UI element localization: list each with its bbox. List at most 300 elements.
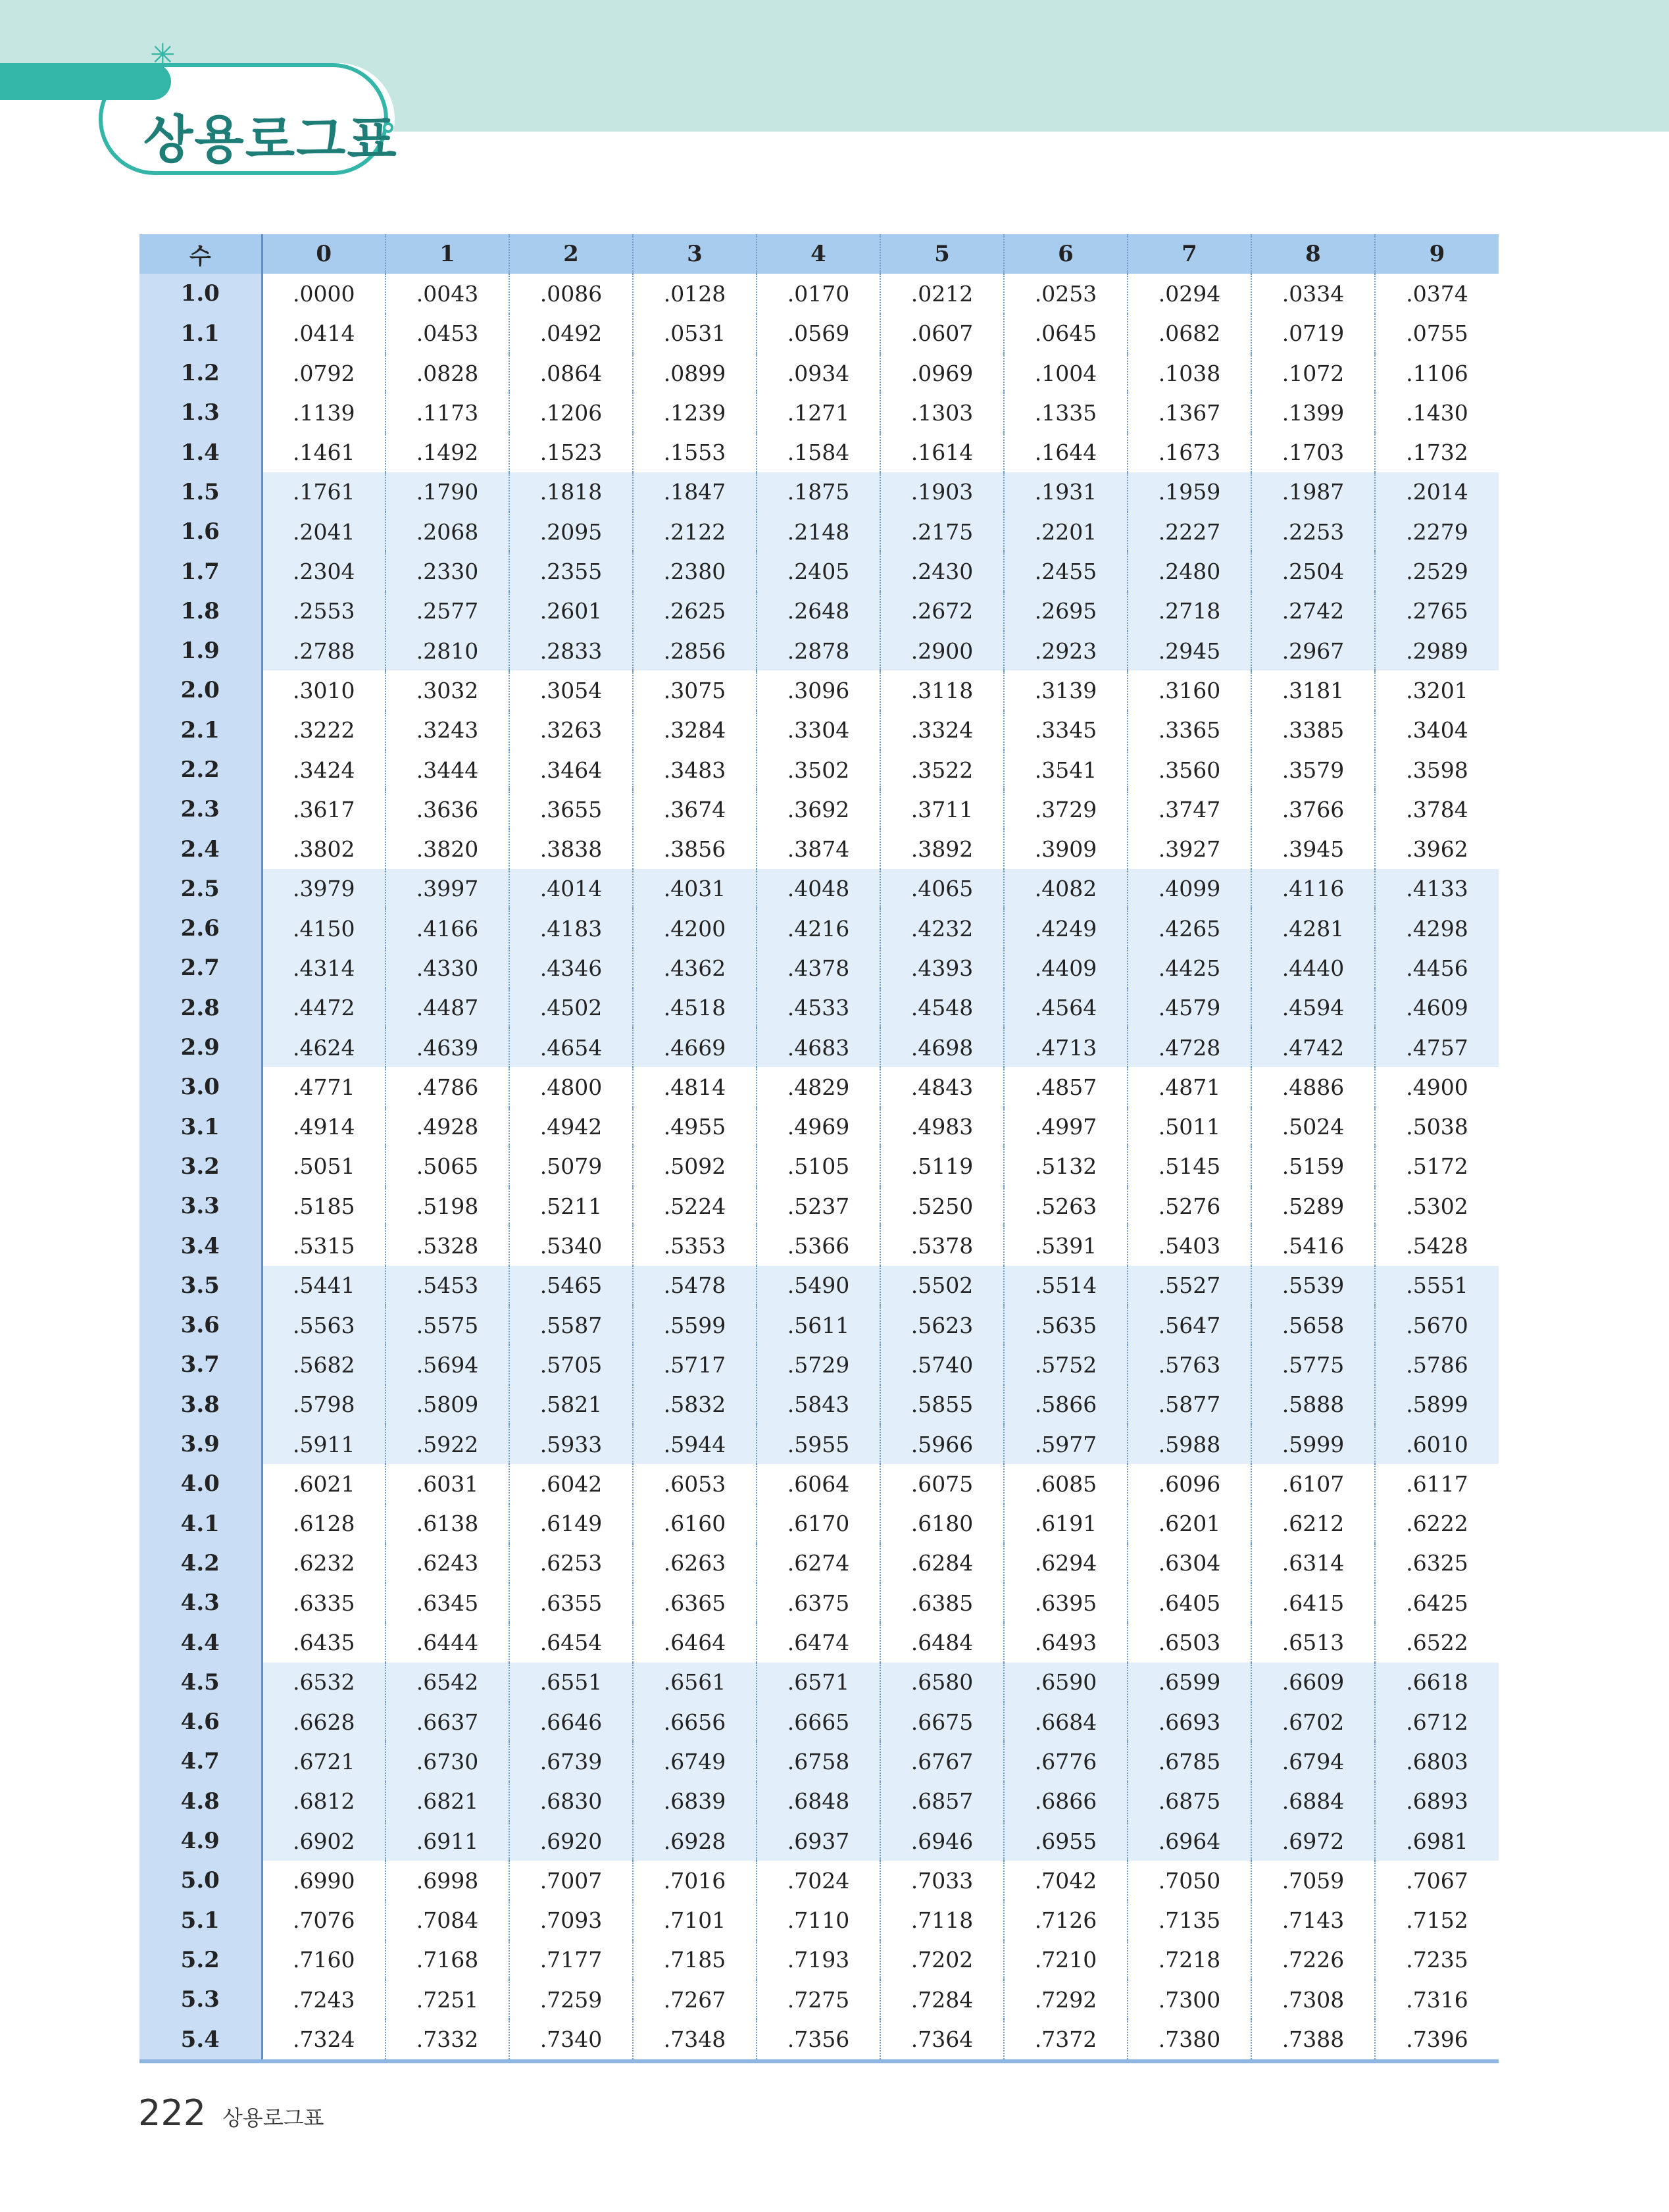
table-cell: .3201 <box>1375 670 1499 710</box>
table-row <box>139 274 1499 313</box>
column-header: 6 <box>1004 234 1128 274</box>
table-cell: .4183 <box>509 909 633 948</box>
table-cell: .6395 <box>1004 1583 1128 1622</box>
table-cell: .6721 <box>262 1742 386 1781</box>
table-cell: .6314 <box>1251 1544 1375 1583</box>
table-cell: .7118 <box>880 1900 1004 1940</box>
table-cell: .6646 <box>509 1702 633 1742</box>
table-cell: .3560 <box>1128 750 1251 790</box>
table-cell: .1367 <box>1128 393 1251 432</box>
table-cell: .7218 <box>1128 1940 1251 1980</box>
table-cell: .6042 <box>509 1464 633 1503</box>
table-cell: .3483 <box>633 750 757 790</box>
table-cell: .6274 <box>757 1544 880 1583</box>
table-cell: .5514 <box>1004 1266 1128 1305</box>
table-row <box>139 1147 1499 1186</box>
row-header: 5.3 <box>139 1980 262 2019</box>
row-header: 4.5 <box>139 1663 262 1702</box>
table-cell: .6160 <box>633 1504 757 1544</box>
table-cell: .0934 <box>757 353 880 393</box>
table-cell: .6998 <box>386 1861 509 1900</box>
table-cell: .5575 <box>386 1305 509 1345</box>
table-cell: .6561 <box>633 1663 757 1702</box>
table-cell: .7050 <box>1128 1861 1251 1900</box>
table-cell: .3345 <box>1004 711 1128 750</box>
row-header: 2.3 <box>139 790 262 829</box>
table-row <box>139 1504 1499 1544</box>
table-header-row <box>139 234 1499 274</box>
table-cell: .2380 <box>633 551 757 591</box>
table-cell: .6096 <box>1128 1464 1251 1503</box>
table-cell: .4082 <box>1004 869 1128 909</box>
table-cell: .4771 <box>262 1067 386 1107</box>
table-cell: .5276 <box>1128 1186 1251 1226</box>
row-header: 1.6 <box>139 512 262 551</box>
table-cell: .7348 <box>633 2019 757 2061</box>
table-cell: .7110 <box>757 1900 880 1940</box>
table-cell: .7267 <box>633 1980 757 2019</box>
table-cell: .5024 <box>1251 1107 1375 1147</box>
table-cell: .6010 <box>1375 1424 1499 1464</box>
table-cell: .2878 <box>757 631 880 670</box>
table-cell: .4713 <box>1004 1028 1128 1067</box>
row-header: 2.0 <box>139 670 262 710</box>
table-cell: .3522 <box>880 750 1004 790</box>
table-cell: .7024 <box>757 1861 880 1900</box>
table-cell: .6794 <box>1251 1742 1375 1781</box>
table-cell: .6758 <box>757 1742 880 1781</box>
table-cell: .6385 <box>880 1583 1004 1622</box>
table-cell: .0492 <box>509 314 633 353</box>
table-row <box>139 1305 1499 1345</box>
table-cell: .7093 <box>509 1900 633 1940</box>
row-header: 3.6 <box>139 1305 262 1345</box>
table-cell: .4742 <box>1251 1028 1375 1067</box>
table-cell: .5105 <box>757 1147 880 1186</box>
table-cell: .6767 <box>880 1742 1004 1781</box>
table-row <box>139 1821 1499 1861</box>
table-cell: .0253 <box>1004 274 1128 313</box>
table-cell: .6551 <box>509 1663 633 1702</box>
table-cell: .6857 <box>880 1782 1004 1821</box>
table-cell: .4843 <box>880 1067 1004 1107</box>
table-cell: .4548 <box>880 988 1004 1028</box>
table-cell: .1644 <box>1004 432 1128 472</box>
row-header: 3.5 <box>139 1266 262 1305</box>
table-cell: .7235 <box>1375 1940 1499 1980</box>
table-cell: .3139 <box>1004 670 1128 710</box>
table-cell: .7275 <box>757 1980 880 2019</box>
table-cell: .5821 <box>509 1385 633 1424</box>
table-cell: .6031 <box>386 1464 509 1503</box>
table-row <box>139 1742 1499 1781</box>
table-cell: .7126 <box>1004 1900 1128 1940</box>
table-cell: .6981 <box>1375 1821 1499 1861</box>
table-cell: .6712 <box>1375 1702 1499 1742</box>
table-cell: .6884 <box>1251 1782 1375 1821</box>
column-header: 4 <box>757 234 880 274</box>
table-row <box>139 353 1499 393</box>
table-cell: .3784 <box>1375 790 1499 829</box>
table-row <box>139 393 1499 432</box>
table-cell: .1761 <box>262 472 386 512</box>
table-cell: .2430 <box>880 551 1004 591</box>
row-header: 1.2 <box>139 353 262 393</box>
table-cell: .2175 <box>880 512 1004 551</box>
row-header: 2.4 <box>139 829 262 868</box>
table-cell: .6064 <box>757 1464 880 1503</box>
row-header: 3.3 <box>139 1186 262 1226</box>
table-cell: .3962 <box>1375 829 1499 868</box>
table-cell: .5563 <box>262 1305 386 1345</box>
table-cell: .4609 <box>1375 988 1499 1028</box>
table-cell: .3075 <box>633 670 757 710</box>
table-cell: .6415 <box>1251 1583 1375 1622</box>
row-header: 5.4 <box>139 2019 262 2061</box>
table-cell: .4456 <box>1375 948 1499 988</box>
table-row <box>139 1424 1499 1464</box>
table-cell: .3692 <box>757 790 880 829</box>
table-cell: .6263 <box>633 1544 757 1583</box>
column-header: 0 <box>262 234 386 274</box>
table-cell: .1614 <box>880 432 1004 472</box>
table-cell: .7380 <box>1128 2019 1251 2061</box>
table-row <box>139 1107 1499 1147</box>
page-title: 상용로그표 <box>143 111 398 170</box>
table-cell: .3802 <box>262 829 386 868</box>
table-cell: .4065 <box>880 869 1004 909</box>
table-cell: .4166 <box>386 909 509 948</box>
table-cell: .1847 <box>633 472 757 512</box>
table-cell: .3579 <box>1251 750 1375 790</box>
table-cell: .1931 <box>1004 472 1128 512</box>
table-cell: .1732 <box>1375 432 1499 472</box>
table-cell: .6911 <box>386 1821 509 1861</box>
table-cell: .0719 <box>1251 314 1375 353</box>
table-cell: .7193 <box>757 1940 880 1980</box>
row-header: 2.2 <box>139 750 262 790</box>
table-cell: .6749 <box>633 1742 757 1781</box>
table-row <box>139 1028 1499 1067</box>
table-cell: .0043 <box>386 274 509 313</box>
table-row <box>139 1226 1499 1265</box>
table-cell: .3304 <box>757 711 880 750</box>
table-cell: .2810 <box>386 631 509 670</box>
table-cell: .7185 <box>633 1940 757 1980</box>
table-cell: .7251 <box>386 1980 509 2019</box>
table-cell: .3674 <box>633 790 757 829</box>
table-cell: .6253 <box>509 1544 633 1583</box>
table-cell: .1790 <box>386 472 509 512</box>
table-cell: .6571 <box>757 1663 880 1702</box>
table-cell: .6474 <box>757 1622 880 1662</box>
table-cell: .6355 <box>509 1583 633 1622</box>
table-cell: .6021 <box>262 1464 386 1503</box>
table-cell: .7202 <box>880 1940 1004 1980</box>
table-cell: .4425 <box>1128 948 1251 988</box>
table-cell: .5185 <box>262 1186 386 1226</box>
table-cell: .7084 <box>386 1900 509 1940</box>
table-cell: .3874 <box>757 829 880 868</box>
table-cell: .0682 <box>1128 314 1251 353</box>
table-cell: .2148 <box>757 512 880 551</box>
table-cell: .2672 <box>880 591 1004 631</box>
table-cell: .3617 <box>262 790 386 829</box>
table-cell: .6893 <box>1375 1782 1499 1821</box>
table-cell: .3598 <box>1375 750 1499 790</box>
table-cell: .6866 <box>1004 1782 1128 1821</box>
row-header: 1.3 <box>139 393 262 432</box>
table-cell: .5933 <box>509 1424 633 1464</box>
table-cell: .2900 <box>880 631 1004 670</box>
table-cell: .5775 <box>1251 1345 1375 1384</box>
table-row <box>139 1702 1499 1742</box>
table-cell: .3444 <box>386 750 509 790</box>
table-cell: .6599 <box>1128 1663 1251 1702</box>
table-cell: .1430 <box>1375 393 1499 432</box>
table-cell: .1461 <box>262 432 386 472</box>
table-cell: .2945 <box>1128 631 1251 670</box>
table-cell: .7316 <box>1375 1980 1499 2019</box>
table-cell: .6848 <box>757 1782 880 1821</box>
table-cell: .5198 <box>386 1186 509 1226</box>
log-table <box>139 234 1499 2063</box>
table-cell: .6955 <box>1004 1821 1128 1861</box>
table-cell: .1335 <box>1004 393 1128 432</box>
table-cell: .3181 <box>1251 670 1375 710</box>
table-cell: .4133 <box>1375 869 1499 909</box>
table-cell: .0828 <box>386 353 509 393</box>
table-cell: .4472 <box>262 988 386 1028</box>
table-cell: .5670 <box>1375 1305 1499 1345</box>
table-cell: .5832 <box>633 1385 757 1424</box>
table-cell: .7059 <box>1251 1861 1375 1900</box>
table-row <box>139 1345 1499 1384</box>
table-cell: .0969 <box>880 353 1004 393</box>
table-cell: .3385 <box>1251 711 1375 750</box>
table-cell: .7332 <box>386 2019 509 2061</box>
table-cell: .2856 <box>633 631 757 670</box>
table-cell: .4698 <box>880 1028 1004 1067</box>
table-cell: .6839 <box>633 1782 757 1821</box>
table-cell: .6345 <box>386 1583 509 1622</box>
row-header: 3.0 <box>139 1067 262 1107</box>
table-cell: .3856 <box>633 829 757 868</box>
table-cell: .1903 <box>880 472 1004 512</box>
table-cell: .7177 <box>509 1940 633 1980</box>
page-number: 222 <box>138 2092 207 2134</box>
table-cell: .0645 <box>1004 314 1128 353</box>
table-cell: .0374 <box>1375 274 1499 313</box>
table-cell: .4346 <box>509 948 633 988</box>
table-cell: .4639 <box>386 1028 509 1067</box>
table-cell: .5635 <box>1004 1305 1128 1345</box>
table-cell: .1072 <box>1251 353 1375 393</box>
table-cell: .6304 <box>1128 1544 1251 1583</box>
table-cell: .6212 <box>1251 1504 1375 1544</box>
table-cell: .3118 <box>880 670 1004 710</box>
table-cell: .5988 <box>1128 1424 1251 1464</box>
row-header: 1.9 <box>139 631 262 670</box>
table-cell: .6702 <box>1251 1702 1375 1742</box>
table-cell: .3997 <box>386 869 509 909</box>
table-cell: .6232 <box>262 1544 386 1583</box>
table-cell: .4298 <box>1375 909 1499 948</box>
table-row <box>139 1622 1499 1662</box>
table-cell: .3541 <box>1004 750 1128 790</box>
table-cell: .5340 <box>509 1226 633 1265</box>
table-cell: .5809 <box>386 1385 509 1424</box>
table-cell: .5465 <box>509 1266 633 1305</box>
table-cell: .4314 <box>262 948 386 988</box>
table-cell: .4728 <box>1128 1028 1251 1067</box>
table-cell: .4757 <box>1375 1028 1499 1067</box>
table-cell: .2330 <box>386 551 509 591</box>
table-cell: .5065 <box>386 1147 509 1186</box>
table-cell: .7135 <box>1128 1900 1251 1940</box>
table-cell: .6513 <box>1251 1622 1375 1662</box>
table-cell: .5453 <box>386 1266 509 1305</box>
table-cell: .5079 <box>509 1147 633 1186</box>
table-cell: .3222 <box>262 711 386 750</box>
table-cell: .5391 <box>1004 1226 1128 1265</box>
table-cell: .1523 <box>509 432 633 472</box>
row-header: 2.9 <box>139 1028 262 1067</box>
table-cell: .2068 <box>386 512 509 551</box>
table-cell: .0607 <box>880 314 1004 353</box>
table-cell: .2788 <box>262 631 386 670</box>
table-cell: .4150 <box>262 909 386 948</box>
table-cell: .1584 <box>757 432 880 472</box>
table-row <box>139 1067 1499 1107</box>
table-row <box>139 1782 1499 1821</box>
table-cell: .6902 <box>262 1821 386 1861</box>
table-cell: .7396 <box>1375 2019 1499 2061</box>
table-cell: .4814 <box>633 1067 757 1107</box>
table-cell: .5378 <box>880 1226 1004 1265</box>
table-cell: .1875 <box>757 472 880 512</box>
table-cell: .5966 <box>880 1424 1004 1464</box>
row-header: 2.1 <box>139 711 262 750</box>
row-header: 4.1 <box>139 1504 262 1544</box>
row-header: 2.6 <box>139 909 262 948</box>
table-cell: .1553 <box>633 432 757 472</box>
table-cell: .7388 <box>1251 2019 1375 2061</box>
table-cell: .4031 <box>633 869 757 909</box>
row-header: 4.9 <box>139 1821 262 1861</box>
table-cell: .7308 <box>1251 1980 1375 2019</box>
table-cell: .5786 <box>1375 1345 1499 1384</box>
table-row <box>139 948 1499 988</box>
footer-title: 상용로그표 <box>222 2105 324 2130</box>
table-cell: .7168 <box>386 1940 509 1980</box>
table-cell: .4393 <box>880 948 1004 988</box>
table-cell: .0531 <box>633 314 757 353</box>
table-cell: .5944 <box>633 1424 757 1464</box>
table-cell: .7143 <box>1251 1900 1375 1940</box>
table-cell: .3747 <box>1128 790 1251 829</box>
table-cell: .4786 <box>386 1067 509 1107</box>
table-row <box>139 1583 1499 1622</box>
table-cell: .0086 <box>509 274 633 313</box>
table-cell: .3502 <box>757 750 880 790</box>
table-cell: .7364 <box>880 2019 1004 2061</box>
table-cell: .5224 <box>633 1186 757 1226</box>
table-cell: .5682 <box>262 1345 386 1384</box>
table-row <box>139 750 1499 790</box>
row-header: 3.1 <box>139 1107 262 1147</box>
table-row <box>139 432 1499 472</box>
table-cell: .6425 <box>1375 1583 1499 1622</box>
table-row <box>139 1385 1499 1424</box>
table-cell: .3010 <box>262 670 386 710</box>
table-cell: .7340 <box>509 2019 633 2061</box>
table-cell: .4955 <box>633 1107 757 1147</box>
table-cell: .4564 <box>1004 988 1128 1028</box>
table-cell: .6053 <box>633 1464 757 1503</box>
table-cell: .6117 <box>1375 1464 1499 1503</box>
table-cell: .4942 <box>509 1107 633 1147</box>
table-cell: .5159 <box>1251 1147 1375 1186</box>
corner-header: 수 <box>139 234 262 274</box>
table-cell: .7226 <box>1251 1940 1375 1980</box>
table-cell: .4871 <box>1128 1067 1251 1107</box>
table-cell: .6454 <box>509 1622 633 1662</box>
table-cell: .0170 <box>757 274 880 313</box>
table-cell: .3404 <box>1375 711 1499 750</box>
table-cell: .2529 <box>1375 551 1499 591</box>
row-header: 3.4 <box>139 1226 262 1265</box>
table-cell: .1303 <box>880 393 1004 432</box>
table-cell: .2695 <box>1004 591 1128 631</box>
table-cell: .4900 <box>1375 1067 1499 1107</box>
table-cell: .0212 <box>880 274 1004 313</box>
row-header: 1.4 <box>139 432 262 472</box>
table-cell: .6149 <box>509 1504 633 1544</box>
table-cell: .3945 <box>1251 829 1375 868</box>
table-cell: .4200 <box>633 909 757 948</box>
table-cell: .2833 <box>509 631 633 670</box>
table-cell: .6972 <box>1251 1821 1375 1861</box>
table-cell: .0899 <box>633 353 757 393</box>
table-body <box>139 274 1499 2061</box>
table-cell: .5899 <box>1375 1385 1499 1424</box>
table-cell: .1173 <box>386 393 509 432</box>
table-cell: .3979 <box>262 869 386 909</box>
table-cell: .6444 <box>386 1622 509 1662</box>
table-cell: .2041 <box>262 512 386 551</box>
table-cell: .2577 <box>386 591 509 631</box>
table-cell: .6590 <box>1004 1663 1128 1702</box>
table-cell: .2279 <box>1375 512 1499 551</box>
table-cell: .2095 <box>509 512 633 551</box>
table-cell: .5263 <box>1004 1186 1128 1226</box>
table-row <box>139 631 1499 670</box>
table-cell: .3284 <box>633 711 757 750</box>
table-cell: .4886 <box>1251 1067 1375 1107</box>
table-cell: .4249 <box>1004 909 1128 948</box>
table-cell: .7042 <box>1004 1861 1128 1900</box>
table-cell: .4683 <box>757 1028 880 1067</box>
table-cell: .4378 <box>757 948 880 988</box>
table-cell: .5051 <box>262 1147 386 1186</box>
table-cell: .7300 <box>1128 1980 1251 2019</box>
row-header: 2.5 <box>139 869 262 909</box>
table-cell: .0294 <box>1128 274 1251 313</box>
table-cell: .5763 <box>1128 1345 1251 1384</box>
table-cell: .6946 <box>880 1821 1004 1861</box>
table-cell: .5599 <box>633 1305 757 1345</box>
